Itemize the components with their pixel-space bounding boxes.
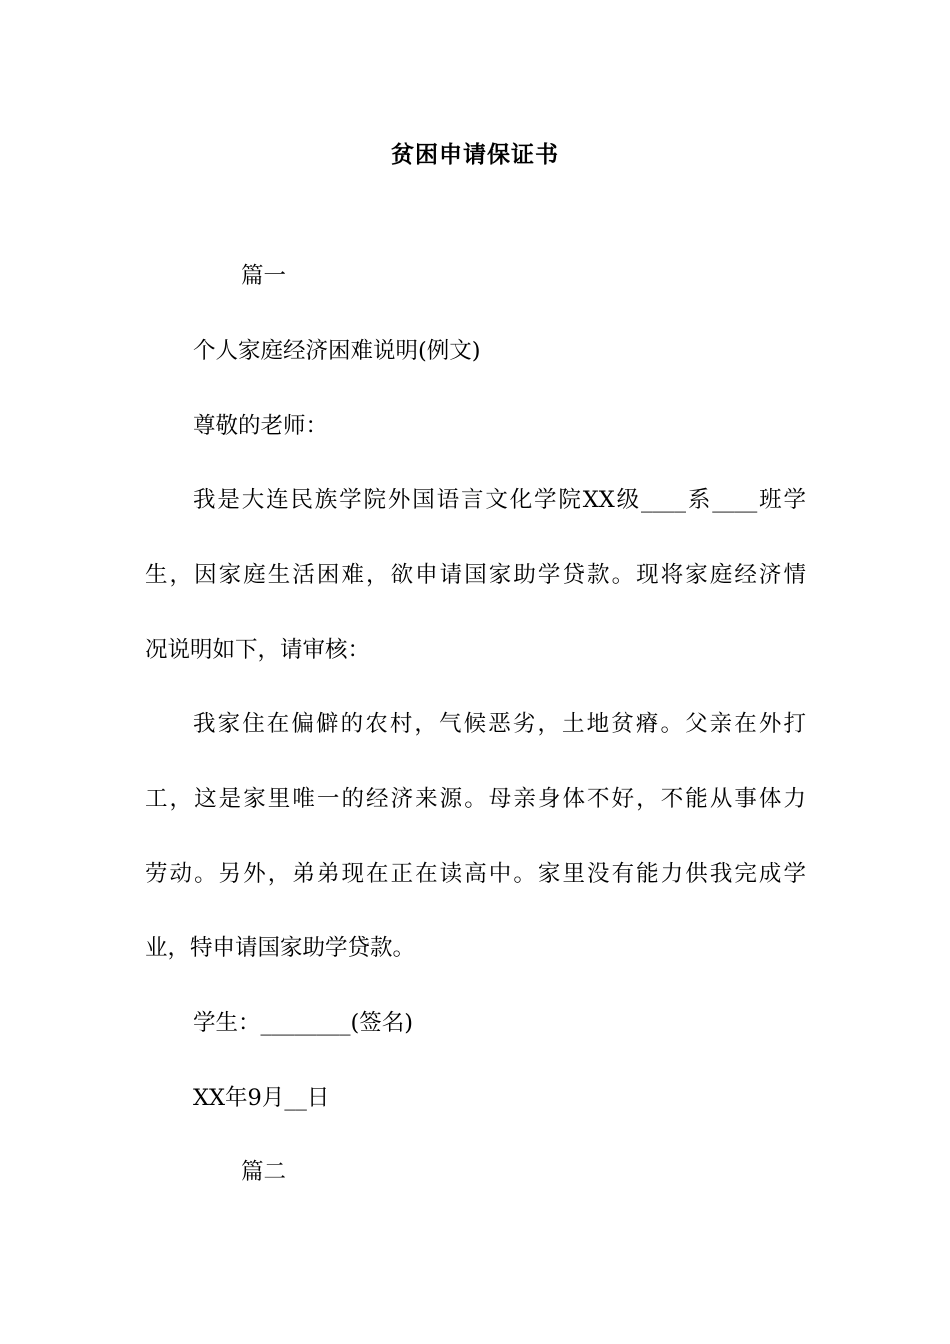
salutation: 尊敬的老师： — [193, 413, 329, 439]
section-heading-2: 篇二 — [241, 1159, 287, 1185]
paragraph1-line: 生，因家庭生活困难，欲申请国家助学贷款。现将家庭经济情 — [145, 562, 806, 588]
paragraph2-line: 劳动。另外，弟弟现在正在读高中。家里没有能力供我完成学 — [145, 861, 806, 887]
paragraph2-line: 业，特申请国家助学贷款。 — [145, 935, 416, 961]
paragraph2-line: 工，这是家里唯一的经济来源。母亲身体不好，不能从事体力 — [145, 786, 806, 812]
paragraph2-line: 我家住在偏僻的农村，气候恶劣，土地贫瘠。父亲在外打 — [193, 711, 806, 737]
section-heading-1: 篇一 — [241, 263, 287, 289]
paragraph1-line: 况说明如下，请审核： — [145, 637, 371, 663]
document-title: 贫困申请保证书 — [391, 142, 559, 168]
document-subtitle: 个人家庭经济困难说明(例文) — [193, 338, 481, 364]
date-line: XX年9月__日 — [193, 1085, 330, 1111]
signature-line: 学生：________(签名) — [193, 1010, 414, 1036]
paragraph1-line: 我是大连民族学院外国语言文化学院XX级____系____班学 — [193, 487, 806, 513]
